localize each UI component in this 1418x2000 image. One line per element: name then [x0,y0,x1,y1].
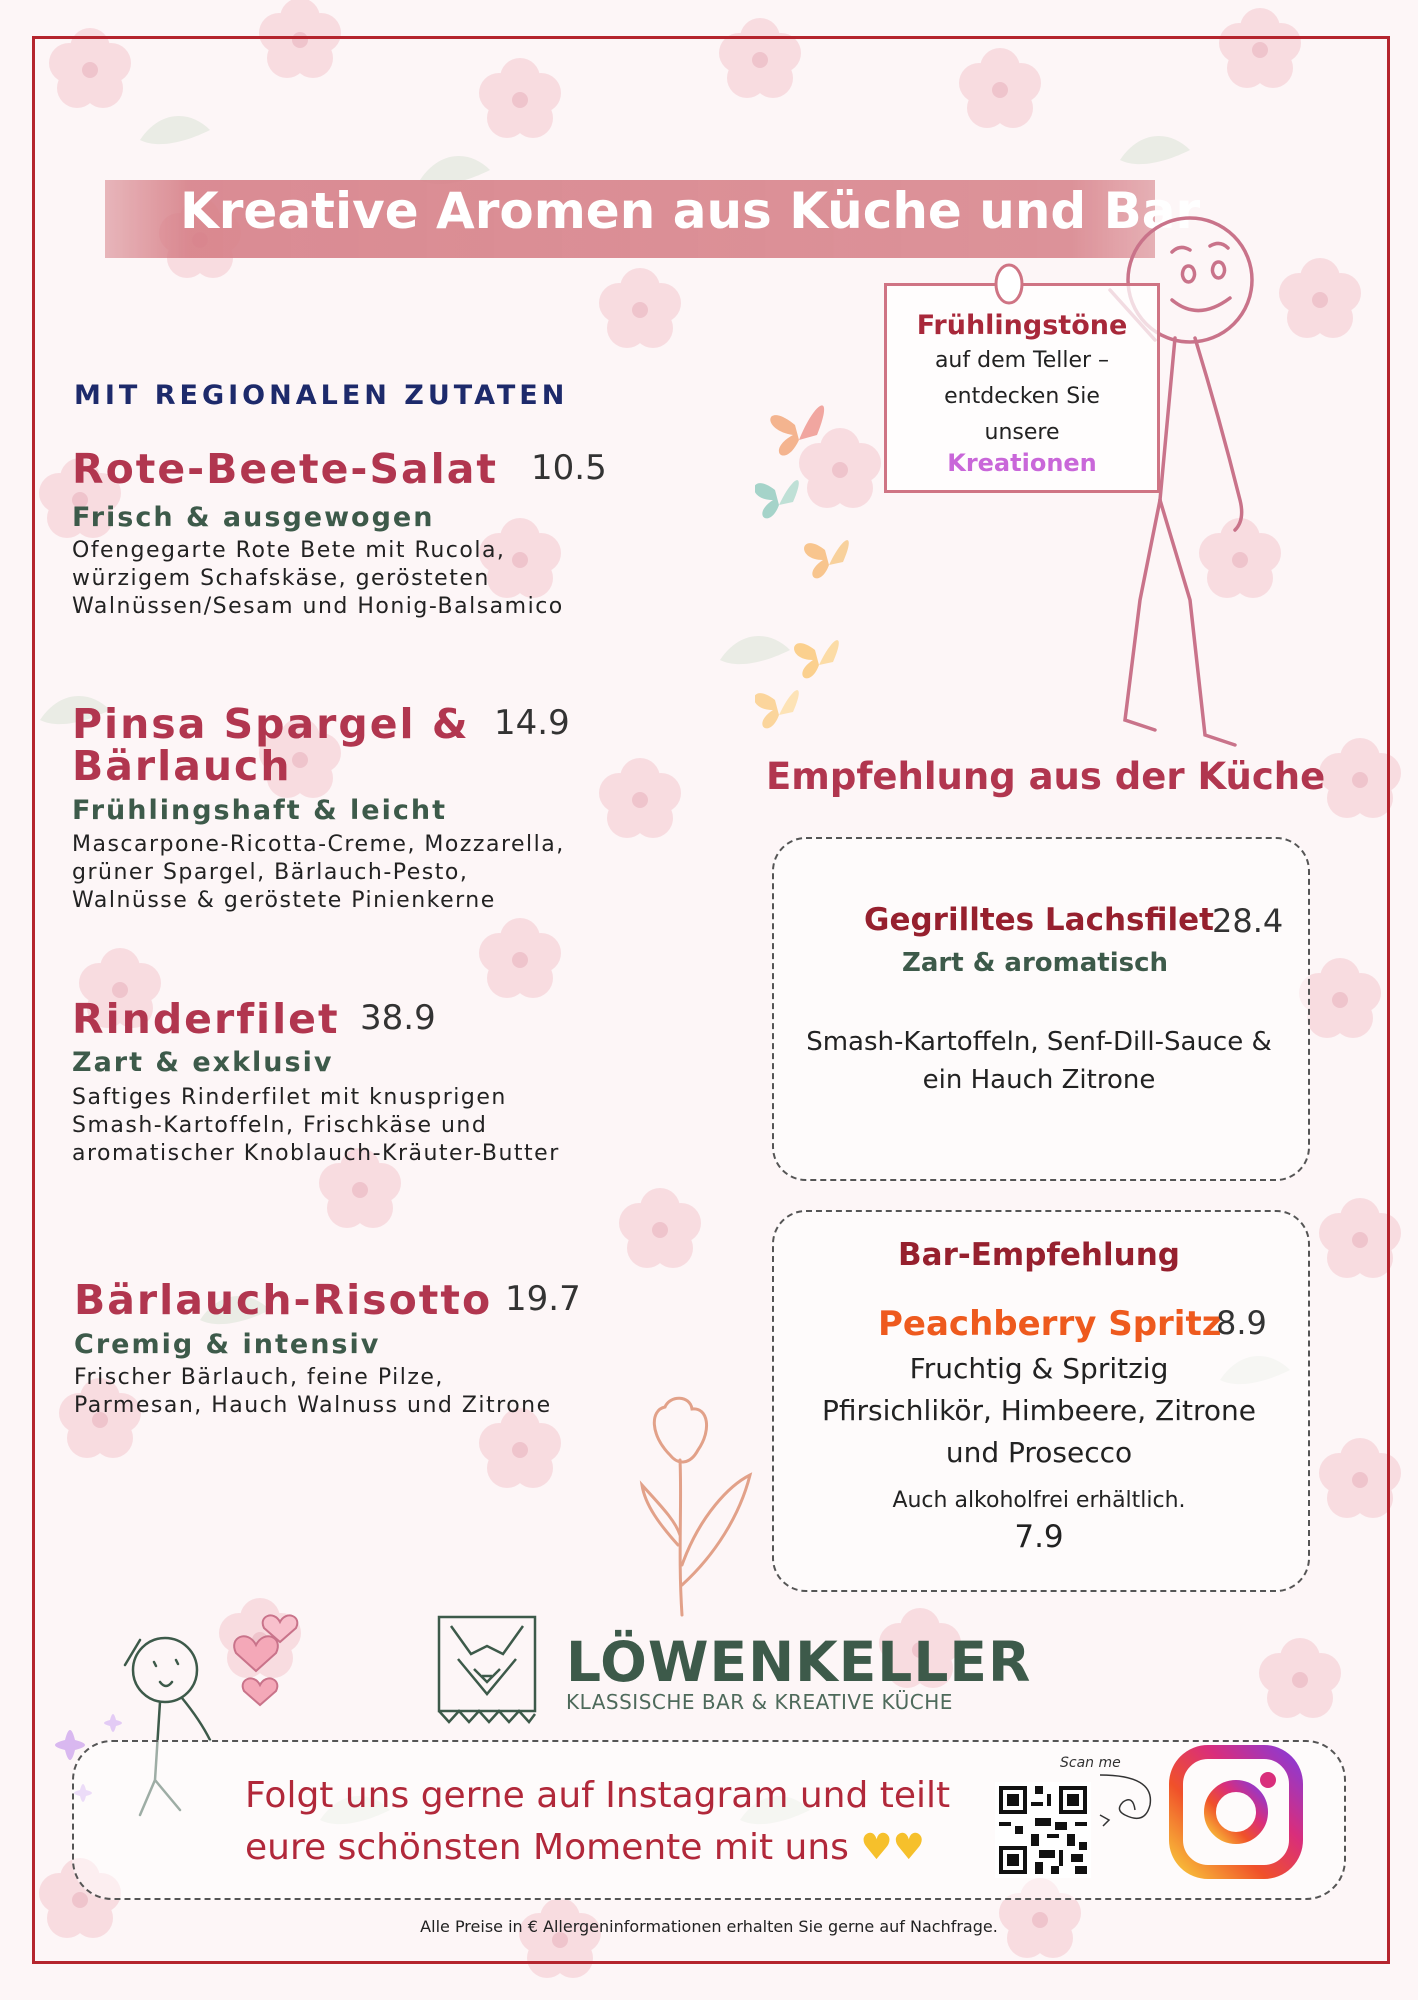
footer-note: Alle Preise in € Allergeninformationen erhalten Sie gerne auf Nachfrage. [420,1917,998,1936]
dish-3-name: Rinderfilet [72,995,340,1043]
dish-1-name: Rote-Beete-Salat [72,445,498,493]
desc-line: Mascarpone-Ricotta-Creme, Mozzarella, [72,832,565,857]
dish-2-name-line-1: Pinsa Spargel & [72,700,470,748]
instagram-line-2: eure schönsten Momente mit uns [245,1827,849,1868]
butterfly-icon [755,480,799,518]
dish-4-price: 19.7 [505,1279,581,1319]
butterfly-icon [804,540,849,578]
desc-line: Smash-Kartoffeln, Frischkäse und [72,1113,488,1138]
butterfly-icon [794,640,839,678]
instagram-line-1: Folgt uns gerne auf Instagram und teilt [245,1775,951,1816]
brand-subtitle: KLASSISCHE BAR & KREATIVE KÜCHE [566,1690,953,1714]
sign-line-1: auf dem Teller – [934,348,1110,373]
dish-2-tagline: Frühlingshaft & leicht [72,795,448,826]
dish-2-price: 14.9 [494,703,570,743]
desc-line: Saftiges Rinderfilet mit knusprigen [72,1085,507,1110]
brand-name: LÖWENKELLER [566,1630,1032,1694]
desc-line: Smash-Kartoffeln, Senf-Dill-Sauce & [806,1027,1272,1057]
dish-4-tagline: Cremig & intensiv [74,1329,381,1360]
kitchen-dish-name: Gegrilltes Lachsfilet [864,902,1214,938]
flower-illustration [620,1395,760,1625]
desc-line: ein Hauch Zitrone [922,1065,1156,1095]
arrow-icon [1095,1770,1165,1830]
instagram-icon[interactable] [1166,1742,1306,1882]
dish-2-description [72,831,565,915]
heart-icon: ♥ [892,1827,925,1868]
sign-line-2: entdecken Sie [944,384,1100,409]
heart-icon: ♥ [860,1827,893,1868]
butterfly-icon [770,405,824,455]
bar-description [772,1348,1306,1474]
dish-2-name [72,700,470,790]
kitchen-description [772,1023,1306,1099]
section-label: MIT REGIONALEN ZUTATEN [74,380,569,411]
dish-3-price: 38.9 [360,998,436,1038]
bar-alcohol-free-price: 7.9 [1014,1519,1064,1555]
bar-tagline: Fruchtig & Spritzig [909,1352,1169,1385]
sign-title: Frühlingstöne [916,310,1128,341]
banner-title: Kreative Aromen aus Küche und Bar [180,182,1201,240]
kitchen-card [772,837,1310,1181]
desc-line: Pfirsichlikör, Himbeere, Zitrone [822,1394,1256,1427]
instagram-line-2-wrapper [245,1822,950,1874]
dish-1-tagline: Frisch & ausgewogen [72,502,435,533]
dish-4-description [74,1364,552,1420]
dish-1-price: 10.5 [531,448,607,488]
dish-2-name-line-2: Bärlauch [72,742,292,790]
dish-1-description [72,537,564,621]
spring-sign [884,283,1160,493]
bar-alcohol-free-note: Auch alkoholfrei erhältlich. [892,1488,1186,1513]
desc-line: Ofengegarte Rote Bete mit Rucola, [72,538,506,563]
kitchen-title: Empfehlung aus der Küche [766,755,1326,798]
kitchen-tagline: Zart & aromatisch [902,948,1169,978]
desc-line: Walnüssen/Sesam und Honig-Balsamico [72,594,564,619]
desc-line: würzigem Schafskäse, gerösteten [72,566,490,591]
sign-line-3: unsere [984,420,1060,445]
dish-4-name: Bärlauch-Risotto [74,1276,493,1324]
desc-line: Walnüsse & geröstete Pinienkerne [72,888,496,913]
desc-line: grüner Spargel, Bärlauch-Pesto, [72,860,469,885]
dish-3-description [72,1084,560,1168]
instagram-text [245,1770,950,1874]
desc-line: und Prosecco [945,1436,1133,1469]
butterfly-icon [755,690,799,728]
bar-drink-price: 8.9 [1216,1304,1267,1342]
lion-logo-icon [436,1614,538,1726]
scan-me-label: Scan me [1060,1755,1121,1771]
dish-3-tagline: Zart & exklusiv [72,1047,334,1078]
desc-line: Frischer Bärlauch, feine Pilze, [74,1365,444,1390]
desc-line: aromatischer Knoblauch-Kräuter-Butter [72,1141,560,1166]
desc-line: Parmesan, Hauch Walnuss und Zitrone [74,1393,552,1418]
butterflies-illustration [755,380,875,740]
sign-hanger-icon [992,262,1026,306]
qr-code-icon[interactable] [995,1782,1091,1878]
kitchen-dish-price: 28.4 [1212,902,1284,940]
sign-highlight: Kreationen [947,449,1097,477]
bar-drink-name: Peachberry Spritz [878,1304,1222,1344]
bar-title: Bar-Empfehlung [898,1237,1180,1273]
